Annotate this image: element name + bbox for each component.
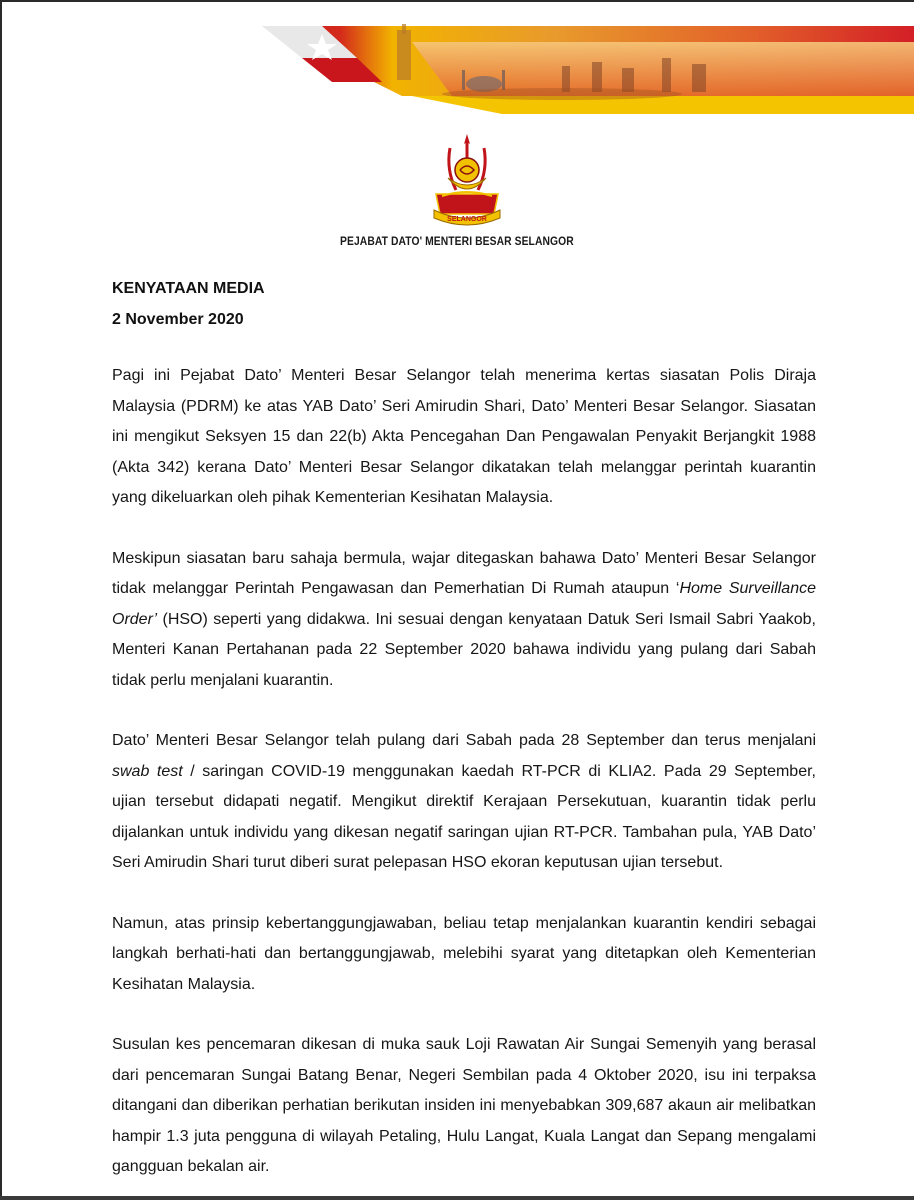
paragraph-5: Susulan kes pencemaran dikesan di muka sauk Loji Rawatan Air Sungai Semenyih yang berasal dari pencemaran Sungai Batang Benar, Negeri Sembilan pada 4 Oktober 2020, isu ini terpaksa ditangani dan diberikan perhatian berikutan insiden ini menyebabkan 309,687 akaun air melibatkan hampir 1.3 juta pengguna di wilayah Petaling, Hulu Langat, Kuala Langat dan Sepang mengalami gangguan bekalan air. — [112, 1036, 816, 1175]
statement-date: 2 November 2020 — [112, 311, 244, 328]
paragraph-3-part-b: / saringan COVID-19 menggunakan kaedah RT-PCR di KLIA2. Pada 29 September, ujian tersebut didapati negatif. Mengikut direktif Kerajaan Persekutuan, kuarantin tidak perlu dijalankan untuk individu yang dikesan negatif saringan ujian RT-PCR. Tambahan pula, YAB Dato’ Seri Amirudin Shari turut diberi surat pelepasan HSO ekoran keputusan ujian tersebut. — [112, 762, 816, 871]
paragraph-3-emphasis: swab test — [112, 762, 183, 780]
office-name-text: PEJABAT DATO' MENTERI BESAR SELANGOR — [340, 234, 574, 248]
paragraph-2 — [112, 544, 816, 697]
paragraph-2-part-a: Meskipun siasatan baru sahaja bermula, wajar ditegaskan bahawa Dato’ Menteri Besar Selangor tidak melanggar Perintah Pengawasan dan Pemerhatian Di Rumah ataupun ‘ — [112, 549, 816, 597]
page-border-top — [0, 0, 914, 2]
office-name — [0, 234, 914, 248]
header-banner — [262, 22, 914, 120]
banner-graphic — [262, 22, 914, 120]
paragraph-1: Pagi ini Pejabat Dato’ Menteri Besar Selangor telah menerima kertas siasatan Polis Diraja Malaysia (PDRM) ke atas YAB Dato’ Seri Amirudin Shari, Dato’ Menteri Besar Selangor. Siasatan ini mengikut Seksyen 15 dan 22(b) Akta Pencegahan Dan Pengawalan Penyakit Berjangkit 1988 (Akta 342) kerana Dato’ Menteri Besar Selangor dikatakan telah melanggar perintah kuarantin yang dikeluarkan oleh pihak Kementerian Kesihatan Malaysia. — [112, 367, 816, 506]
paragraph-4: Namun, atas prinsip kebertanggungjawaban, beliau tetap menjalankan kuarantin kendiri sebagai langkah berhati-hati dan bertanggungjawab, melebihi syarat yang ditetapkan oleh Kementerian Kesihatan Malaysia. — [112, 914, 816, 993]
statement-body — [112, 361, 816, 1183]
paragraph-2-emphasis: Home Surveillance Order’ — [112, 580, 817, 628]
paragraph-3-part-a: Dato’ Menteri Besar Selangor telah pulang dari Sabah pada 28 September dan terus menjalani — [112, 732, 816, 749]
paragraph-3 — [112, 726, 816, 879]
page-border-bottom — [0, 1196, 914, 1200]
crest-icon — [428, 130, 506, 230]
page-border-left — [0, 0, 2, 1200]
paragraph-2-part-b: (HSO) seperti yang didakwa. Ini sesuai dengan kenyataan Datuk Seri Ismail Sabri Yaakob, Menteri Kanan Pertahanan pada 22 September 2020 bahawa individu yang pulang dari Sabah tidak perlu menjalani kuarantin. — [112, 610, 816, 689]
crest-ribbon-text: SELANGOR — [447, 216, 487, 223]
statement-title: KENYATAAN MEDIA — [112, 280, 265, 297]
selangor-crest-logo — [428, 130, 506, 230]
